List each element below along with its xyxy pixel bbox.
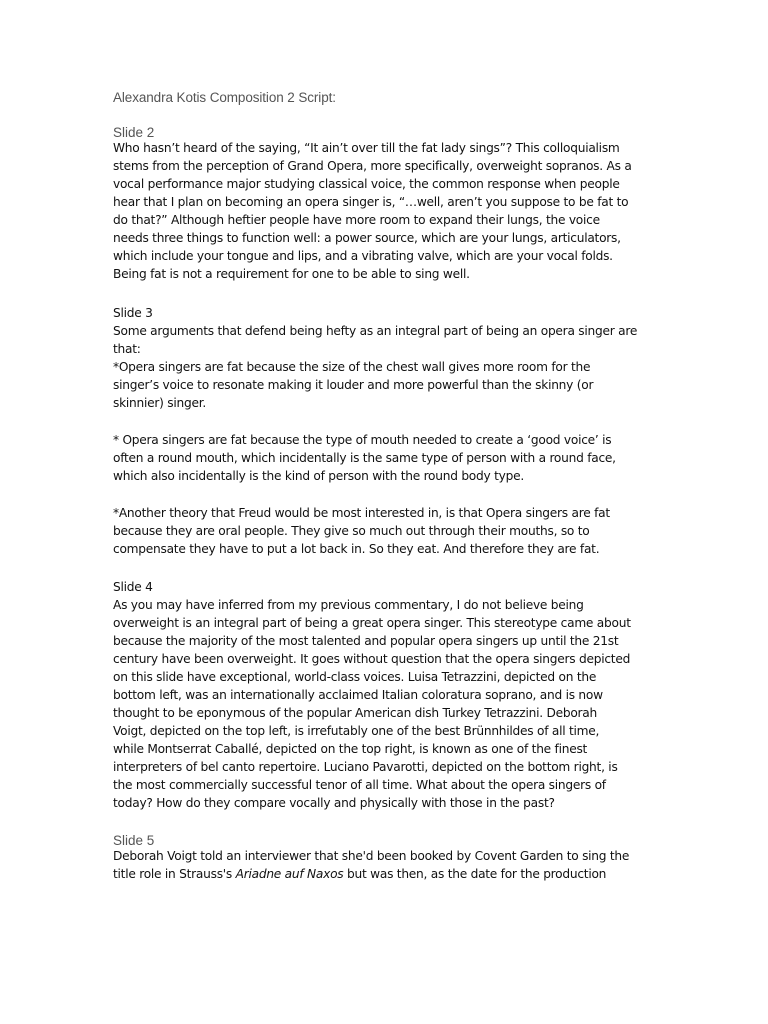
slide-4-line: today? How do they compare vocally and physically with those in the past?: [113, 796, 555, 810]
slide-2-line: do that?” Although heftier people have more room to expand their lungs, the voice: [113, 213, 600, 227]
slide-2-line: which include your tongue and lips, and a vibrating valve, which are your vocal folds.: [113, 249, 613, 263]
slide-3-line: which also incidentally is the kind of person with the round body type.: [113, 469, 524, 483]
slide-4-line: Voigt, depicted on the top left, is irrefutably one of the best Brünnhildes of all time,: [113, 724, 600, 738]
slide-3-heading: Slide 3: [113, 306, 153, 320]
slide-3-line: singer’s voice to resonate making it louder and more powerful than the skinny (or: [113, 378, 594, 392]
slide-3-line: that:: [113, 342, 141, 356]
slide-3-line: often a round mouth, which incidentally is the same type of person with a round face,: [113, 451, 616, 465]
slide-3-line: compensate they have to put a lot back in. So they eat. And therefore they are fat.: [113, 542, 600, 556]
slide-4-line: while Montserrat Caballé, depicted on the top right, is known as one of the finest: [113, 742, 588, 756]
slide-4-line: bottom left, was an internationally acclaimed Italian coloratura soprano, and is now: [113, 688, 603, 702]
document-title: Alexandra Kotis Composition 2 Script:: [113, 90, 336, 105]
slide-2-line: hear that I plan on becoming an opera singer is, “…well, aren’t you suppose to be fat to: [113, 195, 629, 209]
slide-4-line: overweight is an integral part of being a great opera singer. This stereotype came about: [113, 616, 631, 630]
slide-5-line-last-before: title role in Strauss's: [113, 867, 236, 881]
slide-4-line: the most commercially successful tenor of all time. What about the opera singers of: [113, 778, 606, 792]
slide-3-line: because they are oral people. They give so much out through their mouths, so to: [113, 524, 590, 538]
slide-2-heading: Slide 2: [113, 125, 155, 140]
slide-3-line: Some arguments that defend being hefty as an integral part of being an opera singer are: [113, 324, 638, 338]
opera-title-italic: Ariadne auf Naxos: [235, 867, 344, 881]
slide-4-line: on this slide have exceptional, world-class voices. Luisa Tetrazzini, depicted on the: [113, 670, 597, 684]
slide-2-line: Who hasn’t heard of the saying, “It ain’t over till the fat lady sings”? This colloquialism: [113, 141, 620, 155]
slide-2-line: vocal performance major studying classical voice, the common response when people: [113, 177, 620, 191]
slide-5-line: Deborah Voigt told an interviewer that she'd been booked by Covent Garden to sing the: [113, 849, 630, 863]
slide-2-line: Being fat is not a requirement for one to be able to sing well.: [113, 267, 470, 281]
slide-3-line: skinnier) singer.: [113, 396, 206, 410]
slide-4-line: century have been overweight. It goes without question that the opera singers depicted: [113, 652, 631, 666]
slide-3-line: * Opera singers are fat because the type of mouth needed to create a ‘good voice’ is: [113, 433, 612, 447]
slide-4-heading: Slide 4: [113, 580, 153, 594]
slide-3-line: *Another theory that Freud would be most interested in, is that Opera singers are fat: [113, 506, 610, 520]
slide-2-line: stems from the perception of Grand Opera, more specifically, overweight sopranos. As a: [113, 159, 632, 173]
slide-4-line: interpreters of bel canto repertoire. Luciano Pavarotti, depicted on the bottom right, is: [113, 760, 618, 774]
slide-3-line: *Opera singers are fat because the size of the chest wall gives more room for the: [113, 360, 591, 374]
slide-4-line: thought to be eponymous of the popular American dish Turkey Tetrazzini. Deborah: [113, 706, 597, 720]
slide-4-line: because the majority of the most talented and popular opera singers up until the 21st: [113, 634, 619, 648]
slide-5-heading: Slide 5: [113, 833, 155, 848]
slide-5-line-last: [113, 865, 606, 883]
slide-2-line: needs three things to function well: a power source, which are your lungs, articulators,: [113, 231, 621, 245]
slide-5-line-last-after: but was then, as the date for the production: [343, 867, 607, 881]
slide-4-line: As you may have inferred from my previous commentary, I do not believe being: [113, 598, 584, 612]
